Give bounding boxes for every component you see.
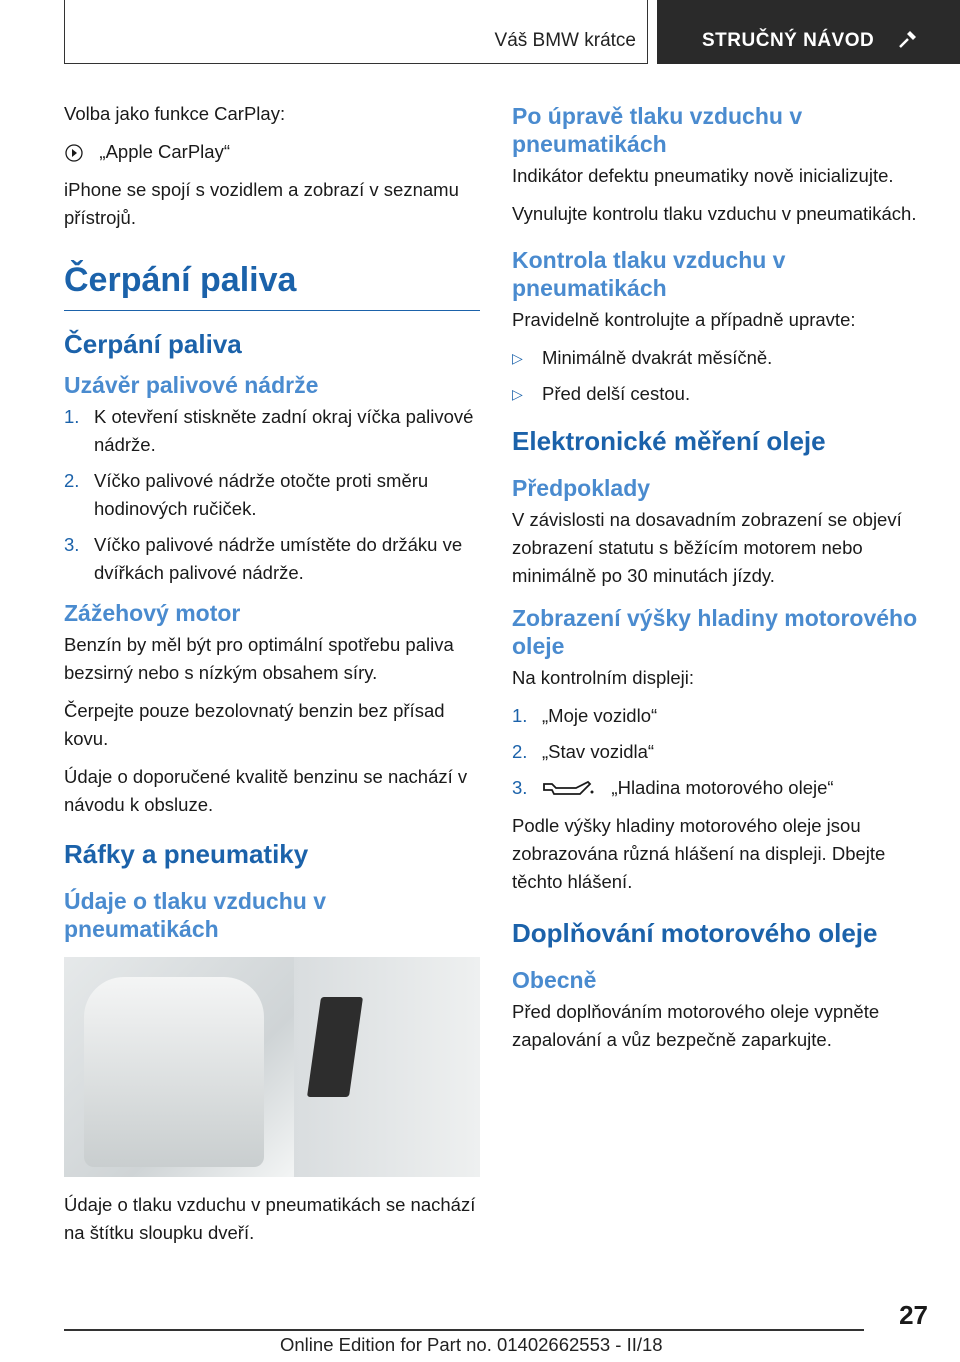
req-p: V závislosti na dosavadním zobrazení se objeví zobrazení statutu s běžícím motorem nebo minimálně po 30 minutách jízdy. <box>512 509 902 586</box>
after-p1: Indikátor defektu pneumatiky nově inicializujte. <box>512 165 894 186</box>
level-p: Na kontrolním displeji: <box>512 667 694 688</box>
subsection-engine: Zážehový motor <box>64 600 241 626</box>
left-column <box>64 100 480 1257</box>
subsection-oil-level: Zobrazení výšky hladiny motorového oleje <box>512 605 918 659</box>
engine-p2: Čerpejte pouze bezolovnatý benzin bez přísad kovu. <box>64 700 445 749</box>
list-item: ▷ Před delší cestou. <box>512 380 928 408</box>
section-title-tires: Ráfky a pneumatiky <box>64 839 309 869</box>
list-item: 2. Víčko palivové nádrže otočte proti směru hodinových ručiček. <box>64 470 429 519</box>
subsection-fuel-cap: Uzávěr palivové nádrže <box>64 372 319 398</box>
subsection-general: Obecně <box>512 967 597 993</box>
list-item: 3. „Hladina motorového oleje“ <box>512 774 928 802</box>
photo-caption: Údaje o tlaku vzduchu v pneumatikách se nachází na štítku sloupku dveří. <box>64 1194 476 1243</box>
check-list <box>512 344 928 408</box>
carplay-intro: Volba jako funkce CarPlay: <box>64 103 286 124</box>
list-item: ▷ Minimálně dvakrát měsíčně. <box>512 344 928 372</box>
carplay-item <box>64 138 480 166</box>
subsection-after-adjust: Po úpravě tlaku vzduchu v pneumatikách <box>512 103 803 157</box>
triangle-right-icon: ▷ <box>512 350 523 366</box>
list-item: 2. „Stav vozidla“ <box>512 741 655 762</box>
subsection-tire-pressure: Údaje o tlaku vzduchu v pneumatikách <box>64 888 326 942</box>
section-title-fuel: Čerpání paliva <box>64 329 242 359</box>
subsection-requirements: Předpoklady <box>512 475 651 501</box>
list-item: 1. „Moje vozidlo“ <box>512 705 658 726</box>
check-p: Pravidelně kontrolujte a případně upravte: <box>512 309 856 330</box>
door-pillar-photo <box>64 957 480 1177</box>
list-item: 1. K otevření stiskněte zadní okraj víčka palivové nádrže. <box>64 406 474 455</box>
fuel-cap-steps <box>64 403 480 587</box>
general-p: Před doplňováním motorového oleje vypněte zapalování a vůz bezpečně zaparkujte. <box>512 1001 880 1050</box>
subsection-check: Kontrola tlaku vzduchu v pneumatikách <box>512 247 786 301</box>
play-circle-icon <box>64 143 84 163</box>
after-p2: Vynulujte kontrolu tlaku vzduchu v pneumatikách. <box>512 203 917 224</box>
tool-icon <box>897 28 919 50</box>
triangle-right-icon: ▷ <box>512 386 523 402</box>
oil-can-icon <box>542 778 596 800</box>
chapter-title: Čerpání paliva <box>64 260 480 311</box>
section-label: STRUČNÝ NÁVOD <box>702 30 875 51</box>
header-title: Váš BMW krátce <box>494 30 636 51</box>
edition-note: Online Edition for Part no. 01402662553 - II/18 <box>280 1334 663 1355</box>
section-title-oil: Elektronické měření oleje <box>512 426 826 456</box>
right-column <box>512 100 928 1064</box>
oil-level-steps <box>512 702 928 802</box>
engine-p1: Benzín by měl být pro optimální spotřebu paliva bezsirný nebo s nízkým obsahem síry. <box>64 634 454 683</box>
carplay-item-label: „Apple CarPlay“ <box>99 141 230 162</box>
footer-divider <box>64 1329 864 1331</box>
section-title-oil-fill: Doplňování motorového oleje <box>512 918 878 948</box>
level-p2: Podle výšky hladiny motorového oleje jsou zobrazována různá hlášení na displeji. Dbejte těchto hlášení. <box>512 815 886 892</box>
section-tab <box>657 0 960 64</box>
list-item: 3. Víčko palivové nádrže umístěte do držáku ve dvířkách palivové nádrže. <box>64 534 463 583</box>
engine-p3: Údaje o doporučené kvalitě benzinu se nachází v návodu k obsluze. <box>64 766 468 815</box>
carplay-desc: iPhone se spojí s vozidlem a zobrazí v seznamu přístrojů. <box>64 179 459 228</box>
page-number: 27 <box>899 1300 928 1330</box>
